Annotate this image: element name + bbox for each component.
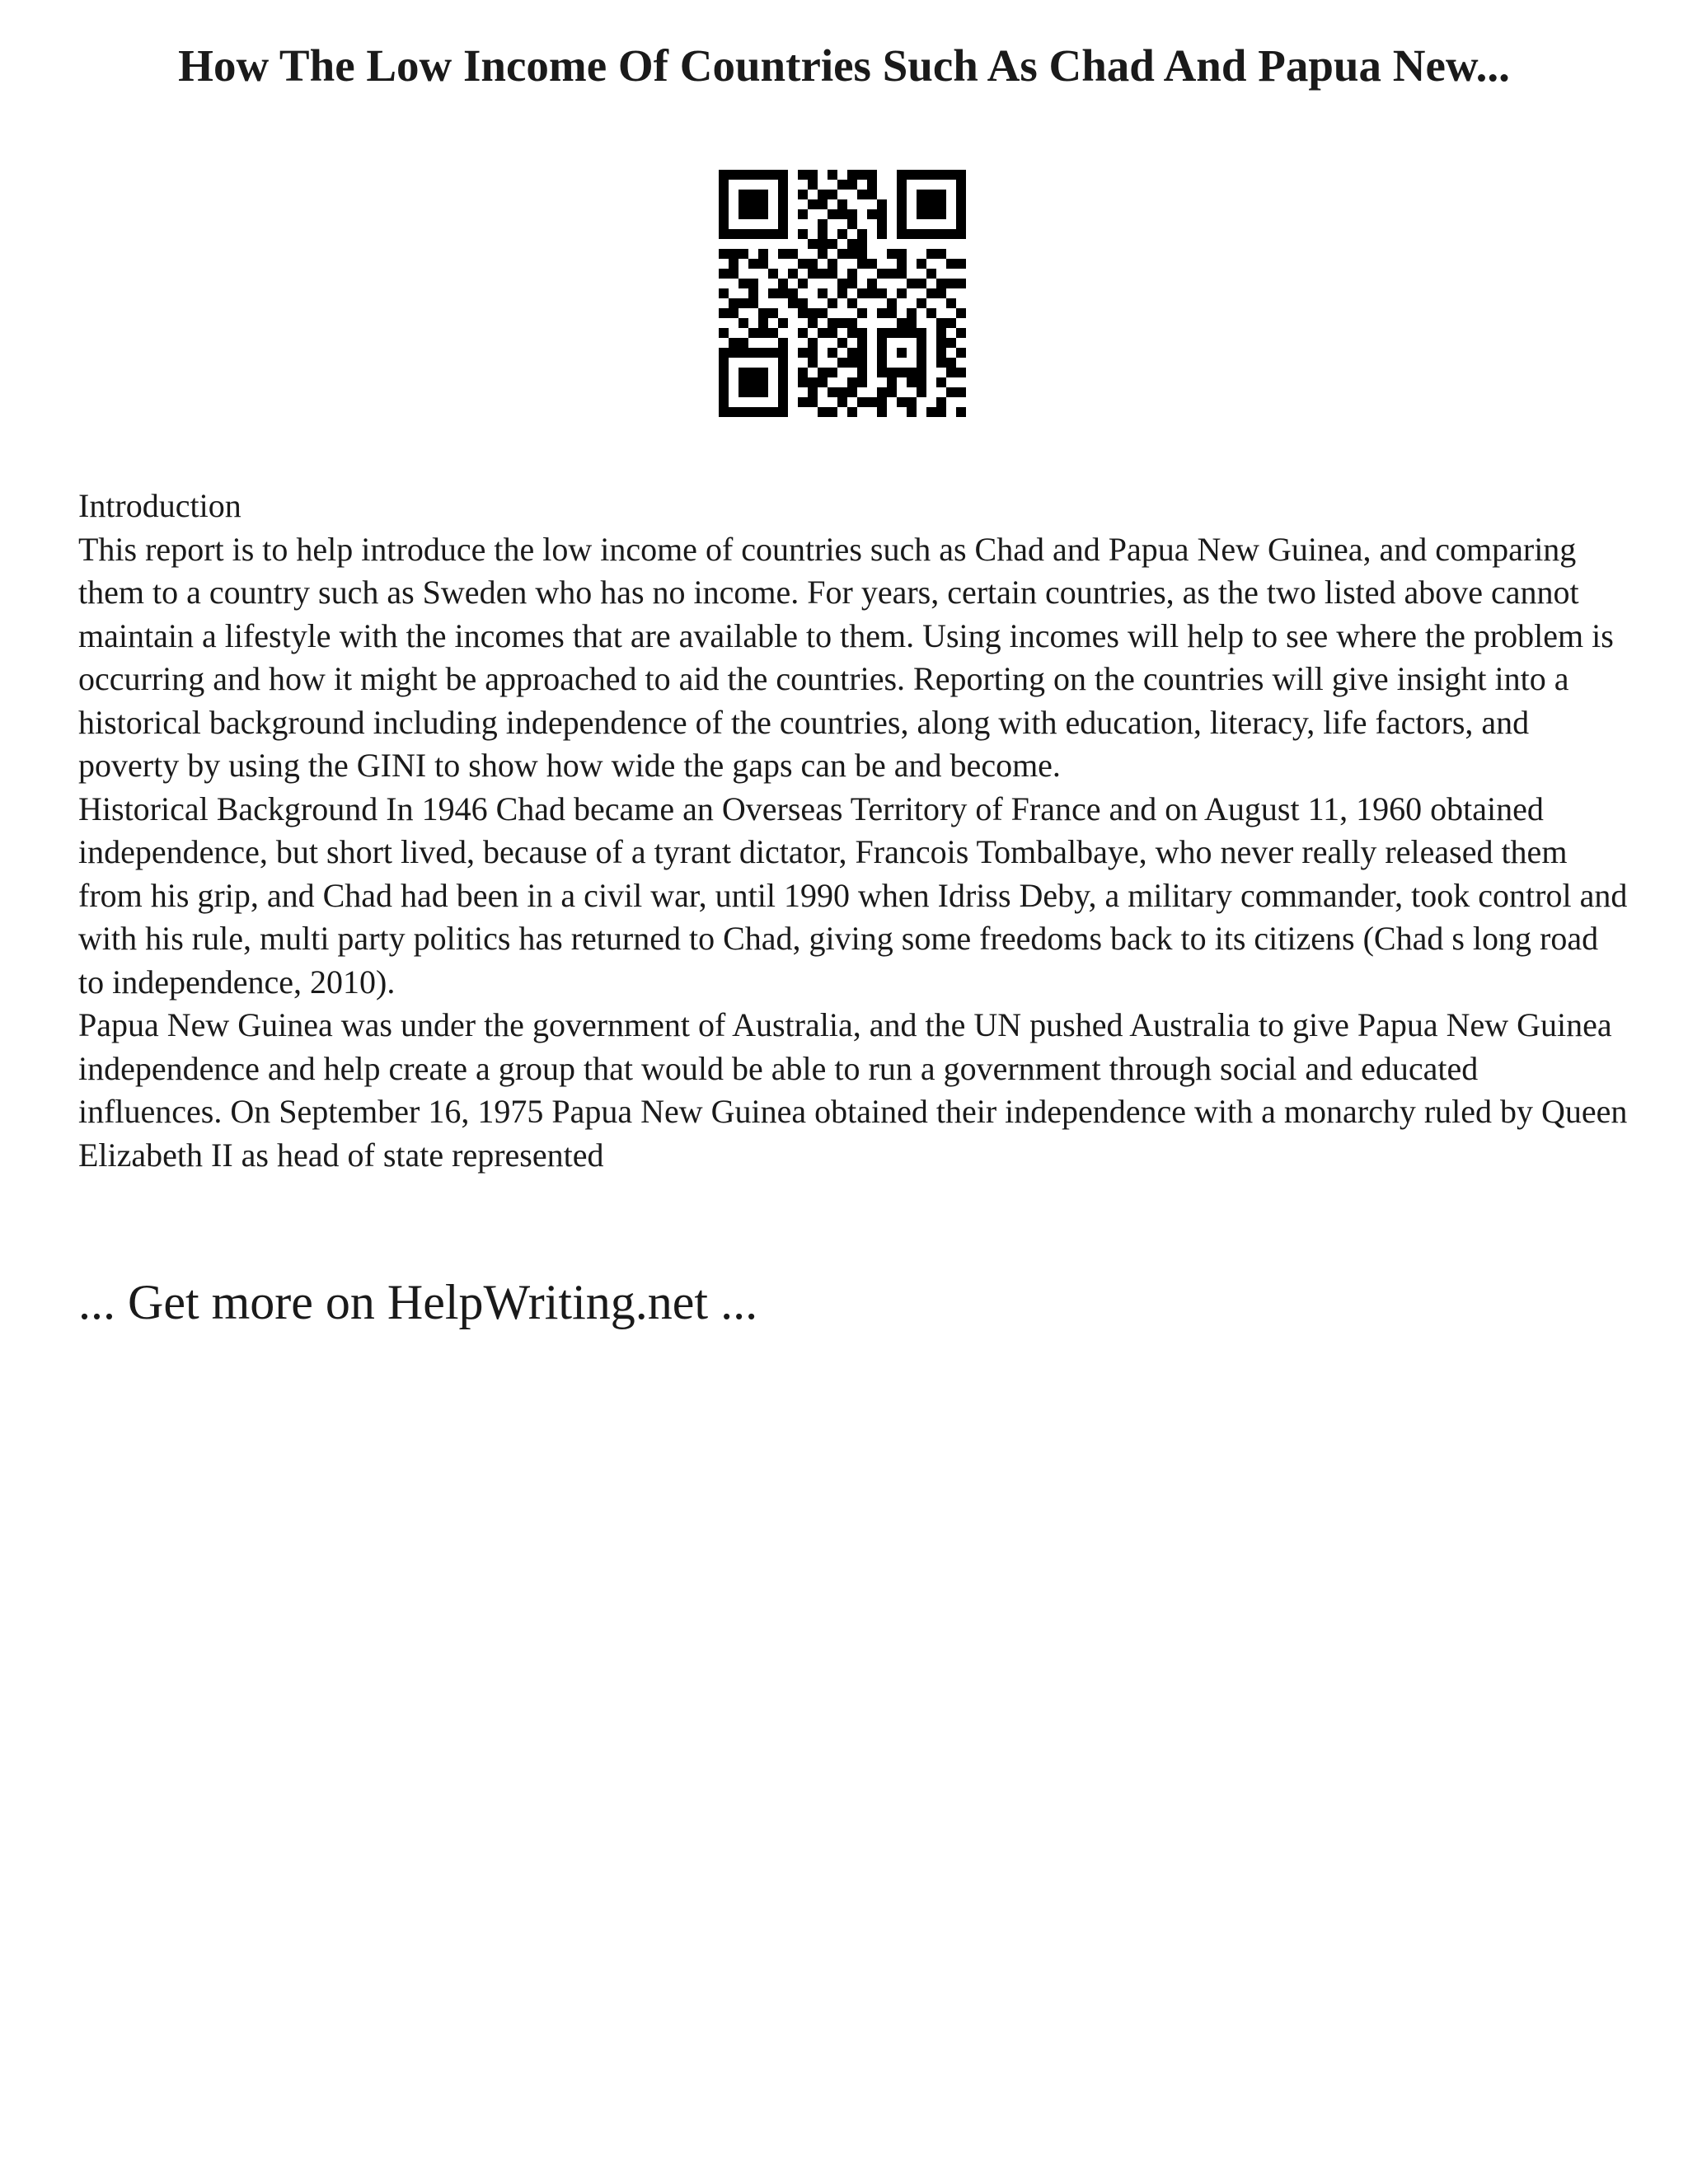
intro-paragraph: This report is to help introduce the low income of countries such as Chad and Papua New Guinea, and comparing them to a country such as Sweden who has no income. For years, certain countries, as the two listed above cannot maintain a lifestyle with the incomes that are available to them. Using incomes will help to see where the problem is occurring and how it might be approached to aid the countries. Reporting on the countries will give insight into a historical background including independence of the countries, along with education, literacy, life factors, and poverty by using the GINI to show how wide the gaps can be and become.: [78, 530, 1614, 784]
historical-background-paragraph: Historical Background In 1946 Chad became an Overseas Territory of France and on August 11, 1960 obtained independence, but short lived, because of a tyrant dictator, Francois Tombalbaye, who never really released them from his grip, and Chad had been in a civil war, until 1990 when Idriss Deby, a military commander, took control and with his rule, multi party politics has returned to Chad, giving some freedoms back to its citizens (Chad s long road to independence, 2010).: [78, 790, 1628, 1001]
document-title: How The Low Income Of Countries Such As Chad And Papua New...: [178, 40, 1510, 91]
papua-new-guinea-paragraph: Papua New Guinea was under the government of Australia, and the UN pushed Australia to give Papua New Guinea independence and help create a group that would be able to run a government through social and educated influences. On September 16, 1975 Papua New Guinea obtained their independence with a monarchy ruled by Queen Elizabeth II as head of state represented: [78, 1006, 1628, 1174]
intro-heading: Introduction: [78, 487, 241, 524]
qr-code-icon: [719, 170, 966, 417]
get-more-link[interactable]: ... Get more on HelpWriting.net ...: [78, 1275, 758, 1329]
document-body: [78, 485, 1628, 1177]
